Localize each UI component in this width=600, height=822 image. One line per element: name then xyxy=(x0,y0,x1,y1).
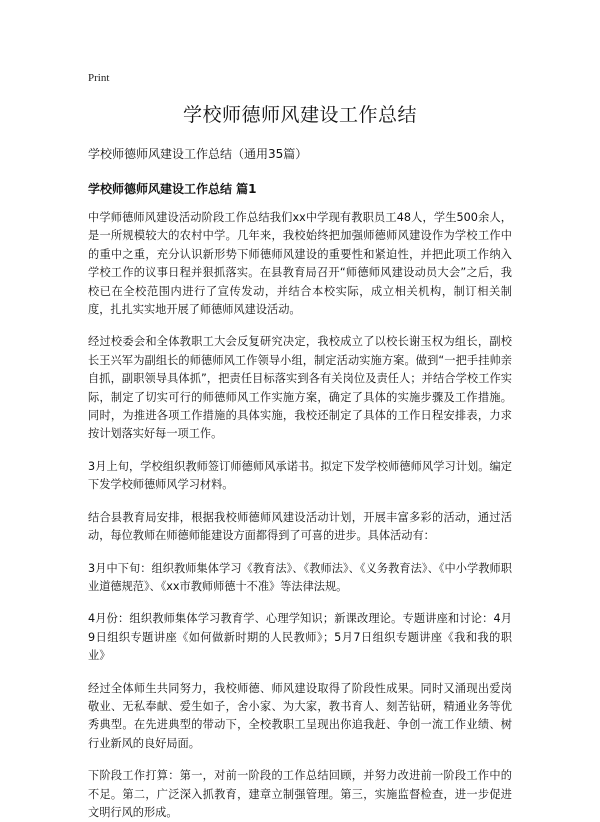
paragraph-6: 4月份：组织教师集体学习教育学、心理学知识；新课改理论。专题讲座和讨论：4月9日组织专题讲座《如何做新时期的人民教师》；5月7日组织专题讲座《我和我的职业》 xyxy=(88,612,512,663)
paragraph-7: 经过全体师生共同努力，我校师德、师风建设取得了阶段性成果。同时又涌现出爱岗敬业、无私奉献、爱生如子，舍小家、为大家，教书育人、刻苦钻研，精通业务等优秀典型。在先进典型的带动下，全校教职工呈现出你追我赶、争创一流工作业绩、树行业新风的良好局面。 xyxy=(88,681,512,750)
section-heading: 学校师德师风建设工作总结 篇1 xyxy=(88,182,257,196)
paragraph-4: 结合县教育局安排，根据我校师德师风建设活动计划，开展丰富多彩的活动，通过活动，每位教师在师德师能建设方面都得到了可喜的进步。具体活动有： xyxy=(88,510,512,543)
page-title: 学校师德师风建设工作总结 xyxy=(182,104,417,126)
document-subtitle: 学校师德师风建设工作总结（通用35篇） xyxy=(88,147,308,161)
print-label[interactable]: Print xyxy=(88,72,110,84)
paragraph-5: 3月中下旬：组织教师集体学习《教育法》、《教师法》、《义务教育法》、《中小学教师职业道德规范》、《xx市教师师德十不准》等法律法规。 xyxy=(88,561,512,593)
paragraph-1: 中学师德师风建设活动阶段工作总结我们xx中学现有教职员工48人，学生500余人，是一所规模较大的农村中学。几年来，我校始终把加强师德师风建设作为学校工作中的重中之重，充分认识新形势下师德师风建设的重要性和紧迫性，并把此项工作纳入学校工作的议事日程并狠抓落实。在县教育局召开“师德师风建设动员大会”之后，我校已在全校范围内进行了宣传发动，并结合本校实际，成立相关机构，制订相关制度，扎扎实实地开展了师德师风建设活动。 xyxy=(88,211,512,317)
paragraph-8: 下阶段工作打算：第一，对前一阶段的工作总结回顾，并努力改进前一阶段工作中的不足。第二，广泛深入抓教育，建章立制强管理。第三，实施监督检查，进一步促进文明行风的形成。 xyxy=(88,769,512,819)
paragraph-3: 3月上旬，学校组织教师签订师德师风承诺书。拟定下发学校师德师风学习计划。编定下发学校师德师风学习材料。 xyxy=(88,459,512,492)
paragraph-2: 经过校委会和全体教职工大会反复研究决定，我校成立了以校长谢玉权为组长，副校长王兴军为副组长的师德师风工作领导小组，制定活动实施方案。做到“一把手挂帅亲自抓，副职领导具体抓”，把责任目标落实到各有关岗位及责任人；并结合学校工作实际，制定了切实可行的师德师风工作实施方案，确定了具体的实施步骤及工作措施。同时，为推进各项工作措施的具体实施，我校还制定了具体的工作日程安排表，力求按计划落实好每一项工作。 xyxy=(88,335,512,441)
